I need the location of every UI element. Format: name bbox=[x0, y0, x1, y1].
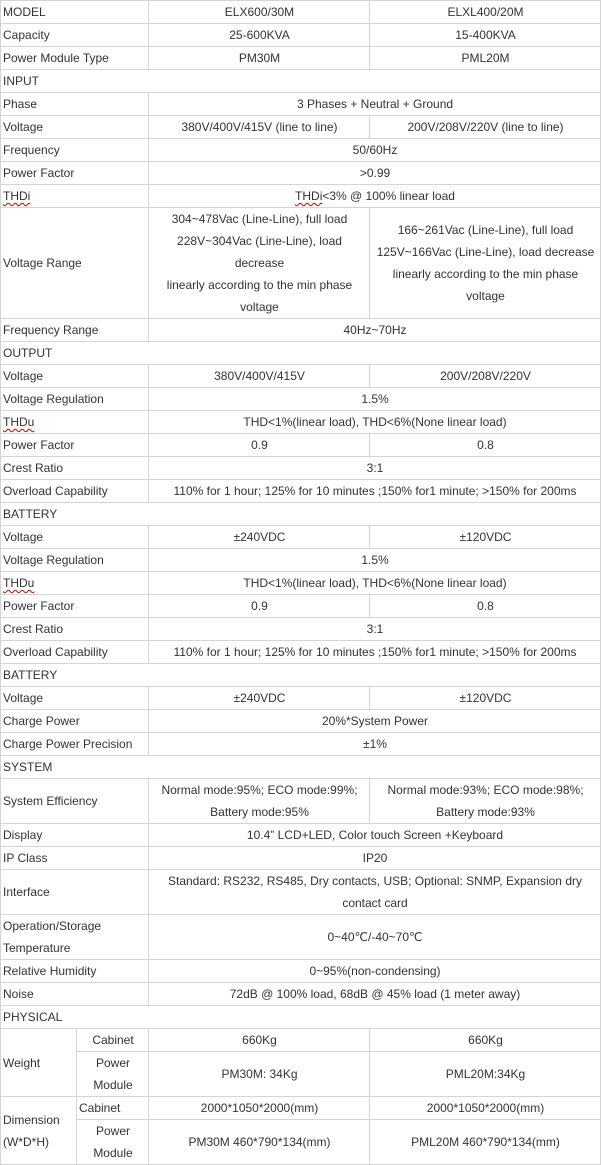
row-value-b: PML20M:34Kg bbox=[370, 1052, 601, 1097]
row-noise bbox=[1, 983, 601, 1006]
row-label: Display bbox=[1, 824, 149, 847]
row-value: ±1% bbox=[149, 733, 601, 756]
row-label: Voltage bbox=[1, 687, 149, 710]
sub-label bbox=[77, 1052, 149, 1097]
thdi-rest: <3% @ 100% linear load bbox=[322, 189, 455, 203]
row-value bbox=[149, 185, 601, 208]
row-value: IP20 bbox=[149, 847, 601, 870]
row-battery-overload bbox=[1, 641, 601, 664]
capacity-b: 15-400KVA bbox=[370, 24, 601, 47]
voltage-range-b-line: 125V~166Vac (Line-Line), load decrease bbox=[376, 245, 595, 259]
row-value: 3:1 bbox=[149, 618, 601, 641]
row-label: Power Factor bbox=[1, 595, 149, 618]
dimension-label bbox=[1, 1097, 77, 1165]
row-label: Frequency Range bbox=[1, 319, 149, 342]
module-type-label: Power Module Type bbox=[1, 47, 149, 70]
section-title: BATTERY bbox=[1, 503, 601, 526]
row-value: THD<1%(linear load), THD<6%(None linear load) bbox=[149, 572, 601, 595]
row-value: 110% for 1 hour; 125% for 10 minutes ;150% for1 minute; >150% for 200ms bbox=[149, 480, 601, 503]
row-value: 1.5% bbox=[149, 549, 601, 572]
row-label: Crest Ratio bbox=[1, 618, 149, 641]
row-input-power-factor bbox=[1, 162, 601, 185]
row-output-overload bbox=[1, 480, 601, 503]
interface-line: Standard: RS232, RS485, Dry contacts, USB; Optional: SNMP, Expansion dry bbox=[168, 874, 582, 888]
row-label bbox=[1, 915, 149, 960]
temperature-label-line: Temperature bbox=[3, 941, 71, 955]
section-system bbox=[1, 756, 601, 779]
row-label: Noise bbox=[1, 983, 149, 1006]
row-value-b: PML20M 460*790*134(mm) bbox=[370, 1120, 601, 1165]
row-value-b: 200V/208V/220V bbox=[370, 365, 601, 388]
row-value: 50/60Hz bbox=[149, 139, 601, 162]
voltage-range-a-line: 304~478Vac (Line-Line), full load bbox=[171, 212, 348, 226]
row-module-type bbox=[1, 47, 601, 70]
row-charge-power bbox=[1, 710, 601, 733]
weight-label: Weight bbox=[1, 1029, 77, 1097]
row-input-phase bbox=[1, 93, 601, 116]
row-dimension-cabinet bbox=[1, 1097, 601, 1120]
temperature-label-line: Operation/Storage bbox=[3, 919, 102, 933]
row-value-b: ±120VDC bbox=[370, 687, 601, 710]
sub-label bbox=[77, 1120, 149, 1165]
row-battery-regulation bbox=[1, 549, 601, 572]
row-label: Voltage Range bbox=[1, 208, 149, 319]
row-value-a bbox=[149, 779, 370, 824]
row-label: Voltage bbox=[1, 116, 149, 139]
row-value-b bbox=[370, 208, 601, 319]
row-label: Crest Ratio bbox=[1, 457, 149, 480]
row-value-a: ±240VDC bbox=[149, 687, 370, 710]
row-value: 10.4” LCD+LED, Color touch Screen +Keyboard bbox=[149, 824, 601, 847]
section-battery bbox=[1, 503, 601, 526]
row-value-a: 0.9 bbox=[149, 434, 370, 457]
row-label: Interface bbox=[1, 870, 149, 915]
row-label bbox=[1, 572, 149, 595]
sub-label-line: Module bbox=[93, 1078, 133, 1092]
row-label: IP Class bbox=[1, 847, 149, 870]
row-dimension-module bbox=[1, 1120, 601, 1165]
row-input-thdi bbox=[1, 185, 601, 208]
efficiency-b-line: Normal mode:93%; ECO mode:98%; bbox=[387, 783, 584, 797]
row-value-b: 0.8 bbox=[370, 434, 601, 457]
row-output-voltage bbox=[1, 365, 601, 388]
row-label: System Efficiency bbox=[1, 779, 149, 824]
row-value-a: 380V/400V/415V (line to line) bbox=[149, 116, 370, 139]
sub-label-line: Module bbox=[93, 1146, 133, 1160]
row-system-efficiency bbox=[1, 779, 601, 824]
row-label: Charge Power bbox=[1, 710, 149, 733]
thdu-label: THDu bbox=[3, 576, 35, 590]
row-battery-thdu bbox=[1, 572, 601, 595]
row-value: >0.99 bbox=[149, 162, 601, 185]
row-value-a: 0.9 bbox=[149, 595, 370, 618]
row-label: Voltage bbox=[1, 365, 149, 388]
row-battery-power-factor bbox=[1, 595, 601, 618]
row-charge-precision bbox=[1, 733, 601, 756]
row-value bbox=[149, 870, 601, 915]
section-title: SYSTEM bbox=[1, 756, 601, 779]
row-label: Voltage bbox=[1, 526, 149, 549]
voltage-range-b-line: linearly according to the min phase bbox=[392, 267, 579, 281]
row-label: Relative Humidity bbox=[1, 960, 149, 983]
row-label: Overload Capability bbox=[1, 480, 149, 503]
row-value-b: 660Kg bbox=[370, 1029, 601, 1052]
row-label: Voltage Regulation bbox=[1, 388, 149, 411]
section-physical bbox=[1, 1006, 601, 1029]
module-type-a: PM30M bbox=[149, 47, 370, 70]
row-label: Charge Power Precision bbox=[1, 733, 149, 756]
row-label: Voltage Regulation bbox=[1, 549, 149, 572]
row-value: 3:1 bbox=[149, 457, 601, 480]
row-label: Power Factor bbox=[1, 434, 149, 457]
sub-label-line: Power bbox=[95, 1124, 130, 1138]
section-title: INPUT bbox=[1, 70, 601, 93]
row-temperature bbox=[1, 915, 601, 960]
capacity-a: 25-600KVA bbox=[149, 24, 370, 47]
interface-line: contact card bbox=[342, 896, 408, 910]
capacity-label: Capacity bbox=[1, 24, 149, 47]
row-value-a: 660Kg bbox=[149, 1029, 370, 1052]
row-label: Overload Capability bbox=[1, 641, 149, 664]
row-value-a: PM30M 460*790*134(mm) bbox=[149, 1120, 370, 1165]
row-value: 0~40℃/-40~70℃ bbox=[149, 915, 601, 960]
row-input-voltage bbox=[1, 116, 601, 139]
row-value-b: 2000*1050*2000(mm) bbox=[370, 1097, 601, 1120]
voltage-range-a-line: voltage bbox=[240, 300, 279, 314]
model-b: ELXL400/20M bbox=[370, 1, 601, 24]
voltage-range-b-line: 166~261Vac (Line-Line), full load bbox=[397, 223, 574, 237]
row-output-power-factor bbox=[1, 434, 601, 457]
row-output-crest bbox=[1, 457, 601, 480]
row-value-b: 200V/208V/220V (line to line) bbox=[370, 116, 601, 139]
row-value: THD<1%(linear load), THD<6%(None linear load) bbox=[149, 411, 601, 434]
row-label: Phase bbox=[1, 93, 149, 116]
module-type-b: PML20M bbox=[370, 47, 601, 70]
dimension-label-line: (W*D*H) bbox=[3, 1134, 49, 1149]
section-output bbox=[1, 342, 601, 365]
sub-label: Cabinet bbox=[77, 1097, 149, 1120]
section-title: OUTPUT bbox=[1, 342, 601, 365]
row-display bbox=[1, 824, 601, 847]
row-input-frequency bbox=[1, 139, 601, 162]
section-input bbox=[1, 70, 601, 93]
voltage-range-b-line: voltage bbox=[466, 289, 505, 303]
row-output-thdu bbox=[1, 411, 601, 434]
thdi-prefix: THDi bbox=[295, 189, 323, 203]
row-weight-module bbox=[1, 1052, 601, 1097]
row-value: 3 Phases + Neutral + Ground bbox=[149, 93, 601, 116]
row-value: 110% for 1 hour; 125% for 10 minutes ;150% for1 minute; >150% for 200ms bbox=[149, 641, 601, 664]
row-value: 72dB @ 100% load, 68dB @ 45% load (1 meter away) bbox=[149, 983, 601, 1006]
efficiency-b-line: Battery mode:93% bbox=[436, 805, 535, 819]
efficiency-a-line: Normal mode:95%; ECO mode:99%; bbox=[161, 783, 358, 797]
row-value-a: ±240VDC bbox=[149, 526, 370, 549]
row-input-voltage-range bbox=[1, 208, 601, 319]
row-value-a bbox=[149, 208, 370, 319]
row-value-b bbox=[370, 779, 601, 824]
voltage-range-a-line: linearly according to the min phase bbox=[166, 278, 353, 292]
row-interface bbox=[1, 870, 601, 915]
row-label: Frequency bbox=[1, 139, 149, 162]
row-battery2-voltage bbox=[1, 687, 601, 710]
row-model bbox=[1, 1, 601, 24]
efficiency-a-line: Battery mode:95% bbox=[210, 805, 309, 819]
row-output-regulation bbox=[1, 388, 601, 411]
section-title: BATTERY bbox=[1, 664, 601, 687]
row-value: 20%*System Power bbox=[149, 710, 601, 733]
row-battery-crest bbox=[1, 618, 601, 641]
row-label: Power Factor bbox=[1, 162, 149, 185]
section-title: PHYSICAL bbox=[1, 1006, 601, 1029]
row-value-b: 0.8 bbox=[370, 595, 601, 618]
model-label: MODEL bbox=[1, 1, 149, 24]
sub-label-line: Power bbox=[95, 1056, 130, 1070]
dimension-label-line: Dimension bbox=[3, 1112, 60, 1127]
thdu-label: THDu bbox=[3, 415, 35, 429]
row-value: 1.5% bbox=[149, 388, 601, 411]
row-ip-class bbox=[1, 847, 601, 870]
row-capacity bbox=[1, 24, 601, 47]
row-label bbox=[1, 185, 149, 208]
row-value-a: 2000*1050*2000(mm) bbox=[149, 1097, 370, 1120]
row-humidity bbox=[1, 960, 601, 983]
row-value-b: ±120VDC bbox=[370, 526, 601, 549]
row-weight-cabinet bbox=[1, 1029, 601, 1052]
model-a: ELX600/30M bbox=[149, 1, 370, 24]
row-value-a: 380V/400V/415V bbox=[149, 365, 370, 388]
row-label bbox=[1, 411, 149, 434]
row-input-frequency-range bbox=[1, 319, 601, 342]
section-battery-2 bbox=[1, 664, 601, 687]
row-value: 40Hz~70Hz bbox=[149, 319, 601, 342]
sub-label: Cabinet bbox=[77, 1029, 149, 1052]
row-battery-voltage bbox=[1, 526, 601, 549]
row-value-a: PM30M: 34Kg bbox=[149, 1052, 370, 1097]
thdi-label: THDi bbox=[3, 189, 31, 203]
voltage-range-a-line: 228V~304Vac (Line-Line), load decrease bbox=[177, 234, 342, 270]
row-value: 0~95%(non-condensing) bbox=[149, 960, 601, 983]
